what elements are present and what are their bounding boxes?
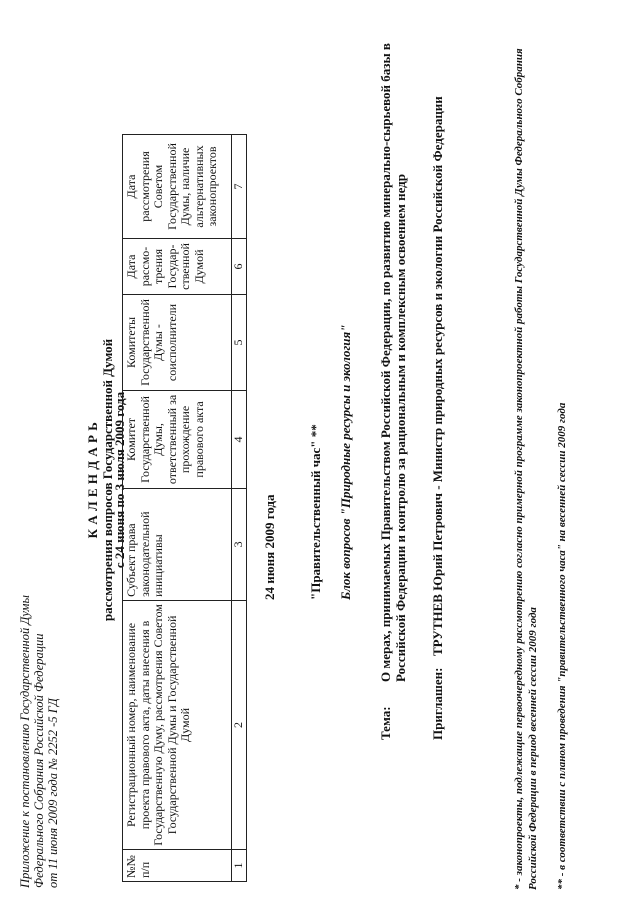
column-number: 3 [232, 488, 247, 600]
appendix-line-2: Федерального Собрания Российской Федерации [32, 633, 46, 888]
header-cell-committee: Комитет Государственной Думы, ответственный за прохождение правового акта [123, 390, 232, 488]
government-hour-heading: "Правительственный час" ** [308, 424, 323, 600]
header-cell-council-date: Дата рассмотрения Советом Государственной Думы, наличие альтернативных законопроектов [123, 135, 232, 239]
header-cell-duma-date: Дата рассмо-трения Государ-ственной Думой [123, 239, 232, 295]
topic-label: Тема: [378, 706, 393, 740]
column-number: 5 [232, 294, 247, 390]
invited-label: Приглашен: [430, 667, 445, 740]
question-block-heading: Блок вопросов "Природные ресурсы и экология" [338, 324, 353, 600]
invited-text: ТРУТНЕВ Юрий Петрович - Министр природных ресурсов и экологии Российской Федерации [430, 96, 445, 656]
column-number: 1 [232, 850, 247, 882]
footnote-1: * - законопроекты, подлежащие первоочередному рассмотрению согласно примерной программе законопроектной работы Государственной Думы Федерального Собрания Российской Федерации в период весенней сессии 2009 года [513, 48, 539, 890]
calendar-title: К А Л Е Н Д А Р Ь [85, 421, 100, 539]
appendix-note [18, 595, 60, 888]
column-number: 7 [232, 135, 247, 239]
table-number-row [232, 135, 247, 882]
header-cell-number: №№ п/п [123, 850, 232, 882]
table-header-row [123, 135, 232, 882]
calendar-period: с 24 июня по 3 июля 2009 года [112, 391, 127, 569]
session-date: 24 июня 2009 года [262, 494, 277, 600]
calendar-subtitle: рассмотрения вопросов Государственной Думой [100, 338, 115, 622]
appendix-line-3: от 11 июня 2009 года № 2252 -5 ГД [46, 698, 60, 888]
appendix-line-1: Приложение к постановлению Государственной Думы [18, 595, 32, 888]
header-cell-co-committees: Комитеты Государственной Думы - соисполнители [123, 294, 232, 390]
header-cell-registration: Регистрационный номер, наименование проекта правового акта, даты внесения в Государственную Думу, рассмотрения Советом Государственной Думы и Государственной Думой [123, 600, 232, 849]
header-cell-subject: Субъект права законодательной инициативы [123, 488, 232, 600]
column-number: 2 [232, 600, 247, 849]
column-number: 6 [232, 239, 247, 295]
calendar-table [122, 134, 247, 882]
topic-text: О мерах, принимаемых Правительством Российской Федерации, по развитию минерально-сырьевой базы в Российской Федерации и контролю за рациональным и комплексным освоением недр [378, 43, 408, 682]
footnote-2: ** - в соответствии с планом проведения "правительственного часа" на весенней сессии 2009 года [556, 402, 568, 890]
column-number: 4 [232, 390, 247, 488]
